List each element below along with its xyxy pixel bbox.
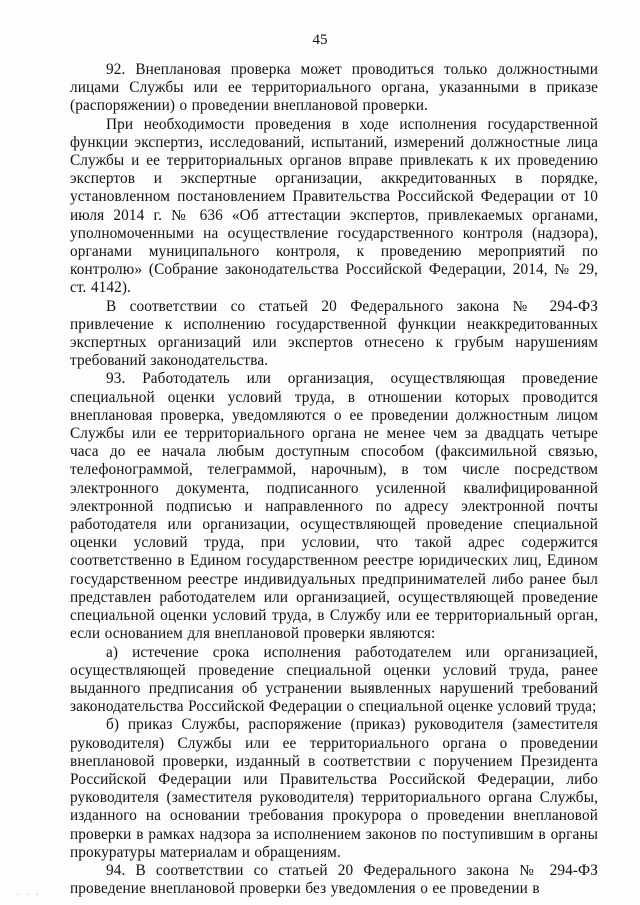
paragraph-article-20: В соответствии со статьей 20 Федерального закона № 294-ФЗ привлечение к исполнению государственной функции неаккредитованных экспертных организаций или экспертов отнесено к грубым нарушениям требований законодательства.: [70, 297, 598, 370]
paragraph-item-a: а) истечение срока исполнения работодателем или организацией, осуществляющей проведение специальной оценки условий труда, ранее выданного предписания об устранении выявленных нарушений требований законодательства Российской Федерации о специальной оценке условий труда;: [70, 643, 598, 716]
scan-edge-mark: · · ·: [16, 890, 41, 901]
paragraph-item-b: б) приказ Службы, распоряжение (приказ) руководителя (заместителя руководителя) Службы или ее территориального органа о проведении внеплановой проверки, изданный в соответствии с поручением Президента Российской Федерации или Правительства Российской Федерации, либо руководителя (заместителя руководителя) территориального органа Службы, изданного на основании требования прокурора о проведении внеплановой проверки в рамках надзора за исполнением законов по поступившим в органы прокуратуры материалам и обращениям.: [70, 716, 598, 861]
paragraph-experts: При необходимости проведения в ходе исполнения государственной функции экспертиз, исследований, испытаний, измерений должностные лица Службы и ее территориальных органов вправе привлекать к их проведению экспертов и экспертные организации, аккредитованных в порядке, установленном постановлением Правительства Российской Федерации от 10 июля 2014 г. № 636 «Об аттестации экспертов, привлекаемых органами, уполномоченными на осуществление государственного контроля (надзора), органами муниципального контроля, к проведению мероприятий по контролю» (Собрание законодательства Российской Федерации, 2014, № 29, ст. 4142).: [70, 115, 598, 297]
paragraph-92: 92. Внеплановая проверка может проводиться только должностными лицами Службы или ее территориального органа, указанными в приказе (распоряжении) о проведении внеплановой проверки.: [70, 61, 598, 115]
paragraph-93: 93. Работодатель или организация, осуществляющая проведение специальной оценки условий труда, в отношении которых проводится внеплановая проверка, уведомляются о ее проведении должностным лицом Службы или ее территориального органа не менее чем за двадцать четыре часа до ее начала любым доступным способом (факсимильной связью, телефонограммой, телеграммой, нарочным), в том числе посредством электронного документа, подписанного усиленной квалифицированной электронной подписью и направленного по адресу электронной почты работодателя или организации, осуществляющей проведение специальной оценки условий труда, при условии, что такой адрес содержится соответственно в Едином государственном реестре юридических лиц, Едином государственном реестре индивидуальных предпринимателей либо ранее был представлен работодателем или организацией, осуществляющей проведение специальной оценки условий труда, в Службу или ее территориальный орган, если основанием для внеплановой проверки являются:: [70, 370, 598, 643]
page-number: 45: [312, 32, 328, 48]
paragraph-94: 94. В соответствии со статьей 20 Федерального закона № 294-ФЗ проведение внеплановой проверки без уведомления о ее проведении в: [70, 861, 598, 898]
document-body: [70, 61, 598, 898]
